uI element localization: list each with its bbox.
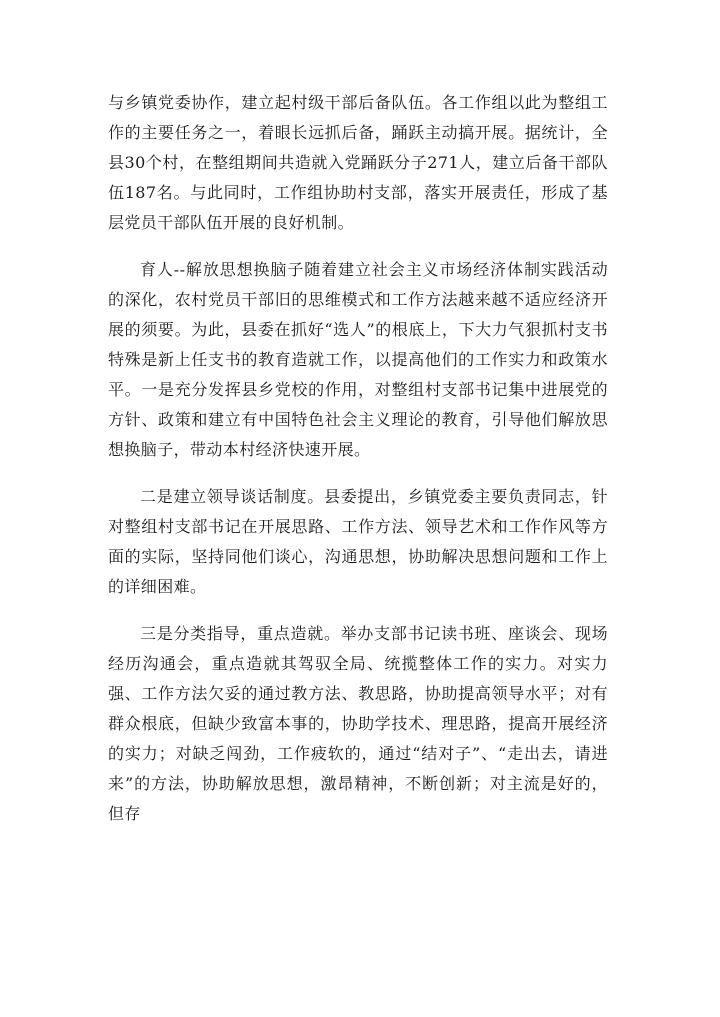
- paragraph-3: 二是建立领导谈话制度。县委提出，乡镇党委主要负责同志，针对整组村支部书记在开展思路、工作方法、领导艺术和工作作风等方面的实际，坚持同他们谈心，沟通思想，协助解决思想问题和工作上的详细困难。: [108, 487, 608, 596]
- paragraph-4: 三是分类指导，重点造就。举办支部书记读书班、座谈会、现场经历沟通会，重点造就其驾驭全局、统揽整体工作的实力。对实力强、工作方法欠妥的通过教方法、教思路，协助提高领导水平；对有群众根底，但缺少致富本事的，协助学技术、理思路，提高开展经济的实力；对缺乏闯劲，工作疲软的，通过“结对子”、“走出去，请进来”的方法，协助解放思想，激昂精神，不断创新；对主流是好的，但存: [108, 624, 608, 823]
- paragraph-2: 育人--解放思想换脑子随着建立社会主义市场经济体制实践活动的深化，农村党员干部旧的思维模式和工作方法越来越不适应经济开展的须要。为此，县委在抓好“选人”的根底上，下大力气狠抓村支书特殊是新上任支书的教育造就工作，以提高他们的工作实力和政策水平。一是充分发挥县乡党校的作用，对整组村支部书记集中进展党的方针、政策和建立有中国特色社会主义理论的教育，引导他们解放思想换脑子，带动本村经济快速开展。: [108, 260, 608, 459]
- paragraph-1: 与乡镇党委协作，建立起村级干部后备队伍。各工作组以此为整组工作的主要任务之一，着眼长远抓后备，踊跃主动搞开展。据统计，全县30个村，在整组期间共造就入党踊跃分子271人，建立后备干部队伍187名。与此同时，工作组协助村支部，落实开展责任，形成了基层党员干部队伍开展的良好机制。: [108, 93, 608, 232]
- document-body: [108, 88, 608, 829]
